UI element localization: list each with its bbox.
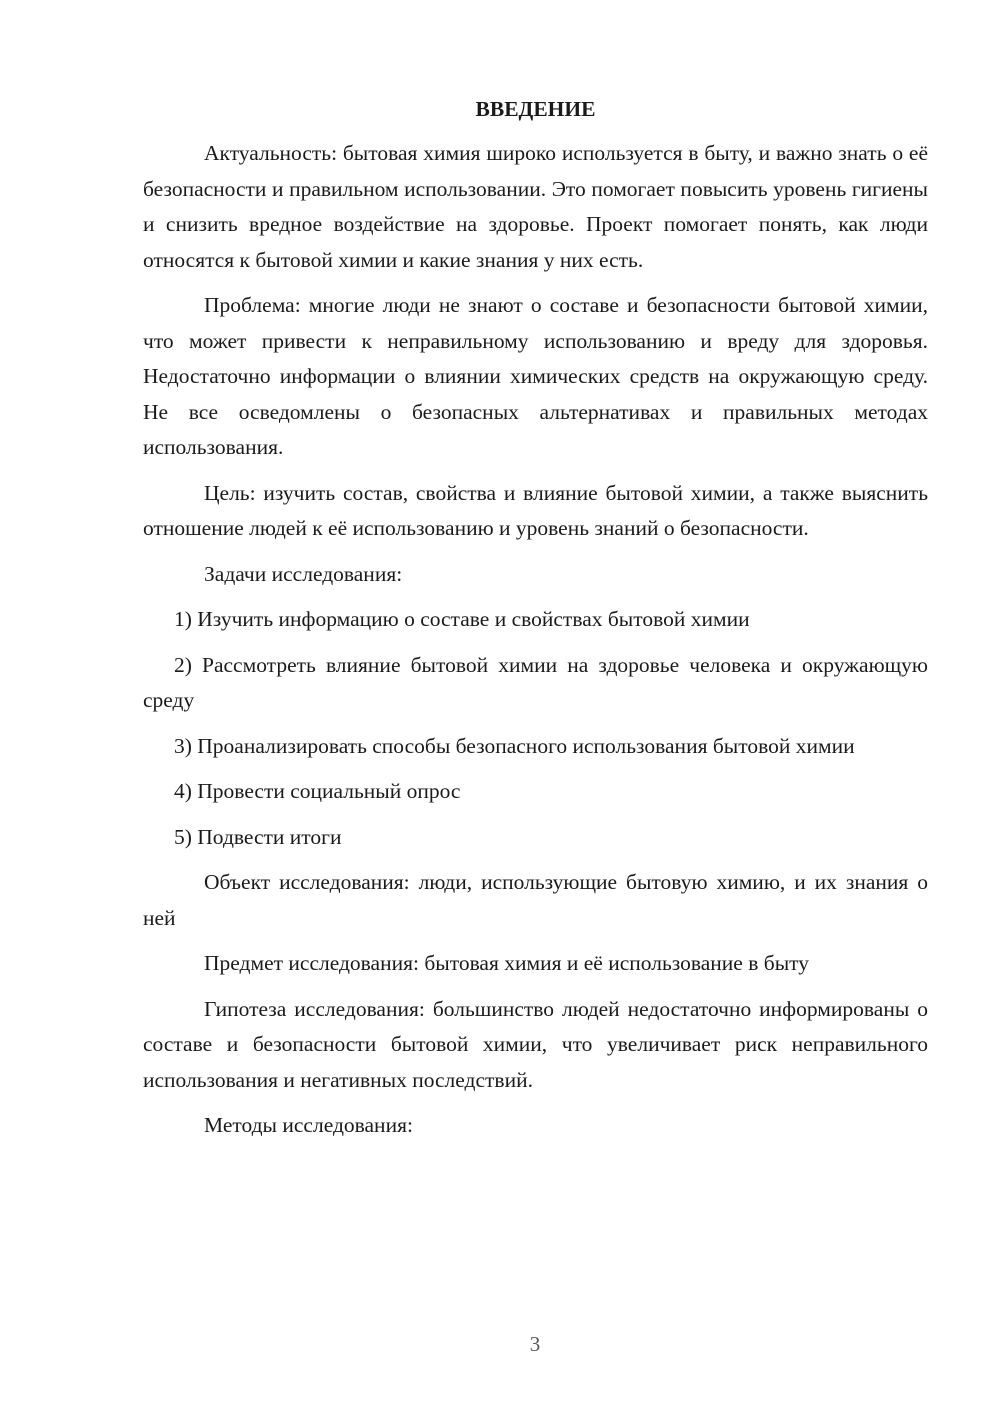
task-item-2: 2) Рассмотреть влияние бытовой химии на здоровье человека и окружающую среду (143, 652, 928, 712)
hypothesis-paragraph: Гипотеза исследования: большинство людей недостаточно информированы о составе и безопасности бытовой химии, что увеличивает риск неправильного использования и негативных последствий. (143, 996, 928, 1092)
problem-paragraph: Проблема: многие люди не знают о составе и безопасности бытовой химии, что может привести к неправильному использованию и вреду для здоровья. Недостаточно информации о влиянии химических средств на окружающую среду. Не все осведомлены о безопасных альтернативах и правильных методах использования. (143, 293, 928, 459)
document-page (143, 92, 928, 1154)
section-heading: ВВЕДЕНИЕ (475, 97, 596, 121)
subject-paragraph: Предмет исследования: бытовая химия и её использование в быту (204, 951, 810, 975)
goal-paragraph: Цель: изучить состав, свойства и влияние бытовой химии, а также выяснить отношение людей к её использованию и уровень знаний о безопасности. (143, 480, 928, 540)
relevance-paragraph: Актуальность: бытовая химия широко используется в быту, и важно знать о её безопасности и правильном использовании. Это помогает повысить уровень гигиены и снизить вредное воздействие на здоровье. Проект помогает понять, как люди относятся к бытовой химии и какие знания у них есть. (143, 141, 928, 272)
page-number: 3 (529, 1332, 541, 1356)
task-item-4: 4) Провести социальный опрос (174, 779, 461, 803)
methods-heading: Методы исследования: (204, 1113, 413, 1137)
task-item-1: 1) Изучить информацию о составе и свойствах бытовой химии (174, 607, 750, 631)
object-paragraph: Объект исследования: люди, использующие бытовую химию, и их знания о ней (143, 870, 928, 930)
tasks-heading: Задачи исследования: (204, 561, 403, 586)
task-item-5: 5) Подвести итоги (174, 824, 342, 849)
task-item-3: 3) Проанализировать способы безопасного использования бытовой химии (174, 733, 855, 758)
